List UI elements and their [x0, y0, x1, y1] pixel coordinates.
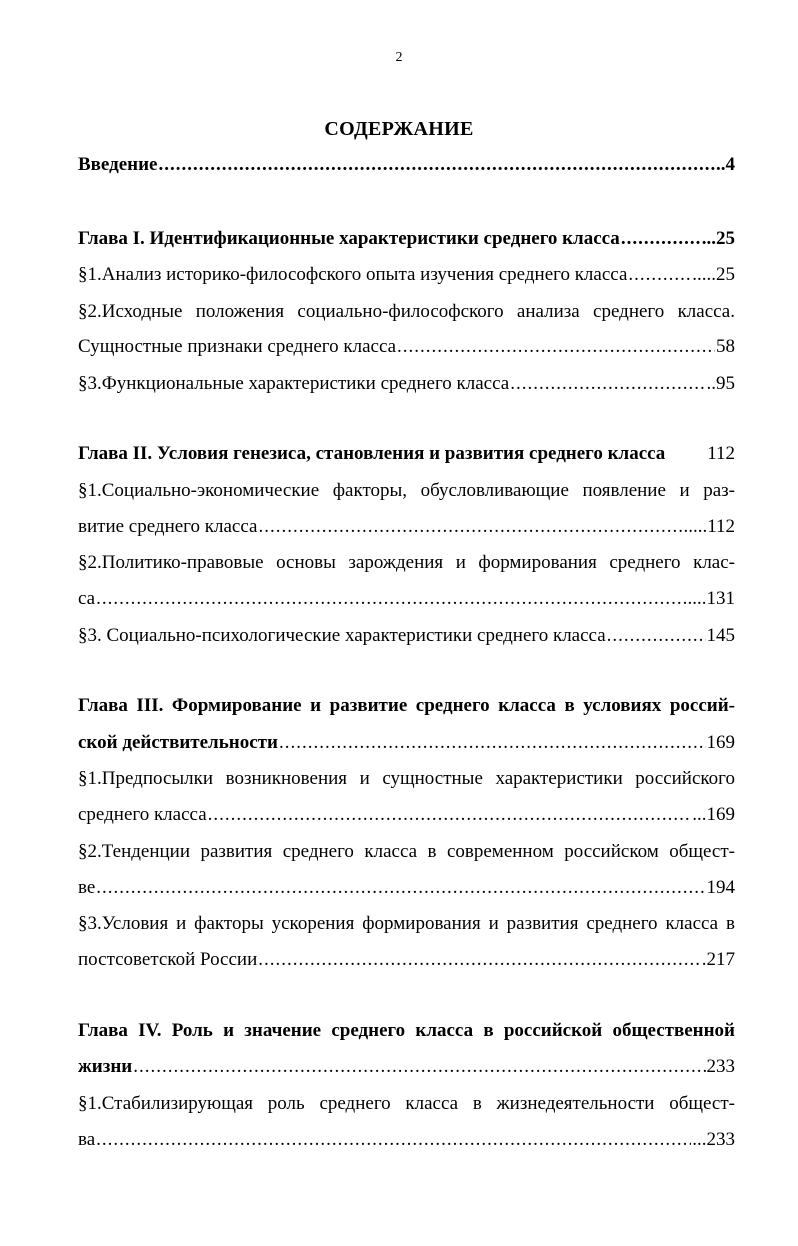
toc-entry-chapter-3-line1: Глава III. Формирование и развитие среднего класса в условиях россий- [78, 695, 735, 716]
toc-label: Введение [78, 154, 158, 175]
toc-entry-ch2-s2 [78, 585, 735, 613]
toc-label: ве [78, 877, 96, 898]
toc-page: 112 [707, 443, 735, 464]
toc-entry-ch2-s2-line1: §2.Политико-правовые основы зарождения и формирования среднего клас- [78, 552, 735, 573]
toc-entry-ch3-s3 [78, 946, 735, 974]
page-number: 2 [395, 50, 403, 65]
toc-page: ..4 [716, 154, 735, 175]
toc-entry-ch1-s2 [78, 333, 735, 361]
dot-leader [397, 333, 715, 361]
toc-label: §3.Функциональные характеристики среднего класса [78, 373, 510, 394]
toc-page: 58 [716, 336, 735, 357]
toc-label: витие среднего класса [78, 516, 258, 537]
dot-leader [628, 261, 691, 289]
toc-entry-chapter-4-line1: Глава IV. Роль и значение среднего класса в российской общественной [78, 1020, 735, 1041]
toc-entry-ch3-s2-line1: §2.Тенденции развития среднего класса в современном российском общест- [78, 841, 735, 862]
toc-label: постсоветской России [78, 949, 258, 970]
toc-label: среднего класса [78, 804, 207, 825]
page-title: СОДЕРЖАНИЕ [324, 118, 474, 140]
dot-leader [621, 225, 701, 253]
toc-page: ...233 [692, 1129, 735, 1150]
toc-page: 169 [706, 732, 735, 753]
toc-entry-ch1-s1 [78, 261, 735, 289]
toc-entry-ch2-s1 [78, 513, 735, 541]
dot-leader [133, 1053, 705, 1081]
toc-label: жизни [78, 1056, 133, 1077]
toc-entry-chapter-2 [78, 440, 735, 468]
toc-page: ...169 [692, 804, 735, 825]
toc-entry-ch2-s1-line1: §1.Социально-экономические факторы, обусловливающие появление и раз- [78, 480, 735, 501]
dot-leader [279, 729, 706, 757]
toc-entry-ch3-s1 [78, 801, 735, 829]
toc-entry-ch3-s2 [78, 874, 735, 902]
toc-entry-chapter-1 [78, 225, 735, 253]
toc-entry-ch4-s1-line1: §1.Стабилизирующая роль среднего класса в жизнедеятельности общест- [78, 1093, 735, 1114]
toc-label: ва [78, 1129, 96, 1150]
toc-entry-chapter-3 [78, 729, 735, 757]
toc-page: ....131 [687, 588, 735, 609]
toc-page: .....112 [683, 516, 735, 537]
dot-leader [510, 370, 705, 398]
toc-page: .....25 [692, 264, 735, 285]
toc-label: §3. Социально-психологические характеристики среднего класса [78, 625, 606, 646]
toc-page: .217 [701, 949, 735, 970]
dot-leader [208, 801, 692, 829]
toc-label: Глава II. Условия генезиса, становления и развития среднего класса [78, 443, 666, 464]
toc-entry-chapter-4 [78, 1053, 735, 1081]
dot-leader [159, 151, 716, 179]
toc-label: Сущностные признаки среднего класса [78, 336, 397, 357]
dot-leader [607, 622, 706, 650]
toc-label: ской действительности [78, 732, 278, 753]
dot-leader [96, 585, 686, 613]
toc-entry-ch1-s2-line1: §2.Исходные положения социально-философского анализа среднего класса. [78, 301, 735, 322]
toc-label: Глава I. Идентификационные характеристики среднего класса [78, 228, 620, 249]
toc-entry-ch4-s1 [78, 1126, 735, 1154]
toc-label: §1.Анализ историко-философского опыта изучения среднего класса [78, 264, 628, 285]
toc-entry-ch2-s3 [78, 622, 735, 650]
toc-page: 194 [706, 877, 735, 898]
toc-page: 233 [706, 1056, 735, 1077]
toc-page: 145 [706, 625, 735, 646]
toc-entry-intro [78, 151, 735, 179]
dot-leader [96, 874, 705, 902]
dot-leader [258, 513, 682, 541]
toc-page: ..95 [706, 373, 735, 394]
toc-entry-ch1-s3 [78, 370, 735, 398]
dot-leader [258, 946, 700, 974]
toc-entry-ch3-s1-line1: §1.Предпосылки возникновения и сущностные характеристики российского [78, 768, 735, 789]
toc-label: са [78, 588, 96, 609]
dot-leader [96, 1126, 691, 1154]
toc-entry-ch3-s3-line1: §3.Условия и факторы ускорения формирования и развития среднего класса в [78, 913, 735, 934]
toc-page: ...25 [701, 228, 735, 249]
